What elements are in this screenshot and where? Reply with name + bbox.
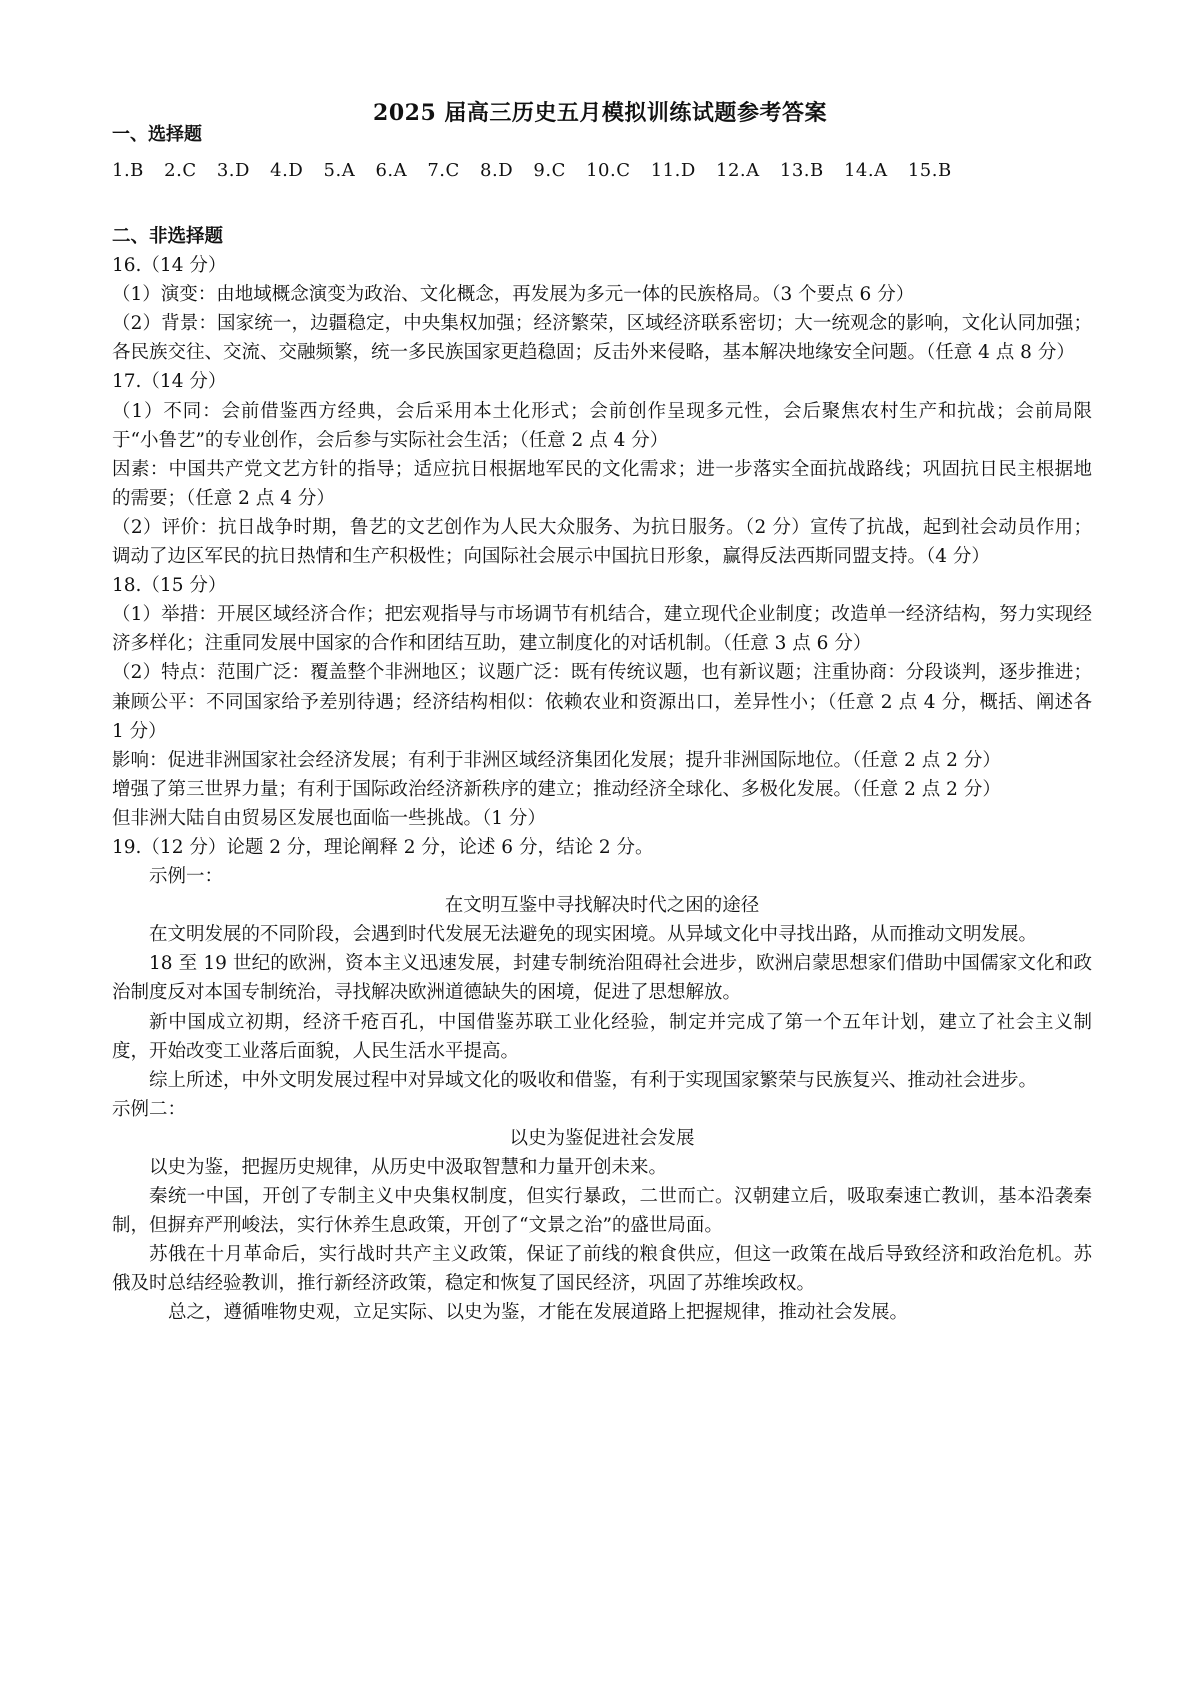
q16-part2: （2）背景：国家统一，边疆稳定，中央集权加强；经济繁荣，区域经济联系密切；大一统观念的影响，文化认同加强；各民族交往、交流、交融频繁，统一多民族国家更趋稳固；反击外来侵略，基本解决地缘安全问题。（任意 4 点 8 分）: [112, 313, 1092, 364]
section2-heading: 二、非选择题: [112, 226, 224, 247]
section2-body: [112, 222, 1092, 1328]
answer-item: 7.C: [427, 160, 460, 181]
answer-item: 14.A: [843, 160, 888, 181]
example2-paragraph: 总之，遵循唯物史观，立足实际、以史为鉴，才能在发展道路上把握规律，推动社会发展。: [168, 1302, 909, 1324]
q17-part1: （1）不同：会前借鉴西方经典，会后采用本土化形式；会前创作呈现多元性，会后聚焦农村生产和抗战；会前局限于“小鲁艺”的专业创作，会后参与实际社会生活；（任意 2 点 4 分）: [112, 400, 1092, 451]
example2-paragraph: 以史为鉴，把握历史规律，从历史中汲取智慧和力量开创未来。: [149, 1157, 668, 1178]
answer-item: 9.C: [533, 160, 566, 181]
answer-item: 8.D: [480, 160, 514, 181]
example2-title: 以史为鉴促进社会发展: [509, 1127, 695, 1149]
q18-part1: （1）举措：开展区域经济合作；把宏观指导与市场调节有机结合，建立现代企业制度；改造单一经济结构，努力实现经济多样化；注重同发展中国家的合作和团结互助，建立制度化的对话机制。（任意 3 点 6 分）: [112, 604, 1092, 655]
example1-paragraph: 在文明发展的不同阶段，会遇到时代发展无法避免的现实困境。从异域文化中寻找出路，从而推动文明发展。: [149, 924, 1038, 946]
example1-paragraph: 新中国成立初期，经济千疮百孔，中国借鉴苏联工业化经验，制定并完成了第一个五年计划，建立了社会主义制度，开始改变工业落后面貌，人民生活水平提高。: [112, 1011, 1092, 1062]
answer-item: 13.B: [779, 160, 824, 181]
multiple-choice-answers: [112, 160, 966, 181]
example1-paragraph: 综上所述，中外文明发展过程中对异域文化的吸收和借鉴，有利于实现国家繁荣与民族复兴、推动社会进步。: [149, 1069, 1038, 1091]
example1-label: 示例一：: [149, 866, 224, 888]
section1-heading: 一、选择题: [112, 124, 202, 145]
q16-part1: （1）演变：由地域概念演变为政治、文化概念，再发展为多元一体的民族格局。（3 个要点 6 分）: [112, 284, 915, 306]
q18-impact: 影响：促进非洲国家社会经济发展；有利于非洲区域经济集团化发展；提升非洲国际地位。（任意 2 点 2 分）: [112, 749, 1001, 771]
answer-item: 3.D: [216, 160, 250, 181]
example2-label: 示例二：: [112, 1098, 187, 1120]
q19-header: 19.（12 分）论题 2 分，理论阐释 2 分，论述 6 分，结论 2 分。: [112, 836, 654, 858]
q16-header: 16.（14 分）: [112, 255, 227, 277]
q18-header: 18.（15 分）: [112, 575, 227, 597]
page-title: 2025 届高三历史五月模拟训练试题参考答案: [373, 100, 827, 126]
example2-paragraph: 苏俄在十月革命后，实行战时共产主义政策，保证了前线的粮食供应，但这一政策在战后导致经济和政治危机。苏俄及时总结经验教训，推行新经济政策，稳定和恢复了国民经济，巩固了苏维埃政权。: [112, 1244, 1092, 1295]
q18-challenge: 但非洲大陆自由贸易区发展也面临一些挑战。（1 分）: [112, 807, 546, 829]
answer-item: 1.B: [112, 160, 144, 181]
q18-impact-2: 增强了第三世界力量；有利于国际政治经济新秩序的建立；推动经济全球化、多极化发展。（任意 2 点 2 分）: [112, 778, 1001, 800]
answer-item: 5.A: [323, 160, 356, 181]
answer-item: 11.D: [650, 160, 696, 181]
example2-paragraph: 秦统一中国，开创了专制主义中央集权制度，但实行暴政，二世而亡。汉朝建立后，吸取秦速亡教训，基本沿袭秦制，但摒弃严刑峻法，实行休养生息政策，开创了“文景之治”的盛世局面。: [112, 1186, 1092, 1237]
q17-header: 17.（14 分）: [112, 371, 227, 393]
example1-title: 在文明互鉴中寻找解决时代之困的途径: [444, 895, 760, 917]
answer-item: 6.A: [375, 160, 408, 181]
answer-item: 15.B: [907, 160, 952, 181]
answer-item: 2.C: [164, 160, 197, 181]
q17-part2: （2）评价：抗日战争时期，鲁艺的文艺创作为人民大众服务、为抗日服务。（2 分）宣传了抗战，起到社会动员作用；调动了边区军民的抗日热情和生产积极性；向国际社会展示中国抗日形象，赢得反法西斯同盟支持。（4 分）: [112, 516, 1092, 568]
q18-part2: （2）特点：范围广泛：覆盖整个非洲地区；议题广泛：既有传统议题，也有新议题；注重协商：分段谈判，逐步推进；兼顾公平：不同国家给予差别待遇；经济结构相似：依赖农业和资源出口，差异性小；（任意 2 点 4 分，概括、阐述各 1 分）: [112, 662, 1092, 742]
example1-paragraph: 18 至 19 世纪的欧洲，资本主义迅速发展，封建专制统治阻碍社会进步，欧洲启蒙思想家们借助中国儒家文化和政治制度反对本国专制统治，寻找解决欧洲道德缺失的困境，促进了思想解放。: [112, 953, 1092, 1004]
answer-item: 12.A: [716, 160, 760, 181]
q17-factors: 因素：中国共产党文艺方针的指导；适应抗日根据地军民的文化需求；进一步落实全面抗战路线；巩固抗日民主根据地的需要；（任意 2 点 4 分）: [112, 458, 1092, 509]
answer-item: 4.D: [270, 160, 304, 181]
answer-item: 10.C: [586, 160, 631, 181]
